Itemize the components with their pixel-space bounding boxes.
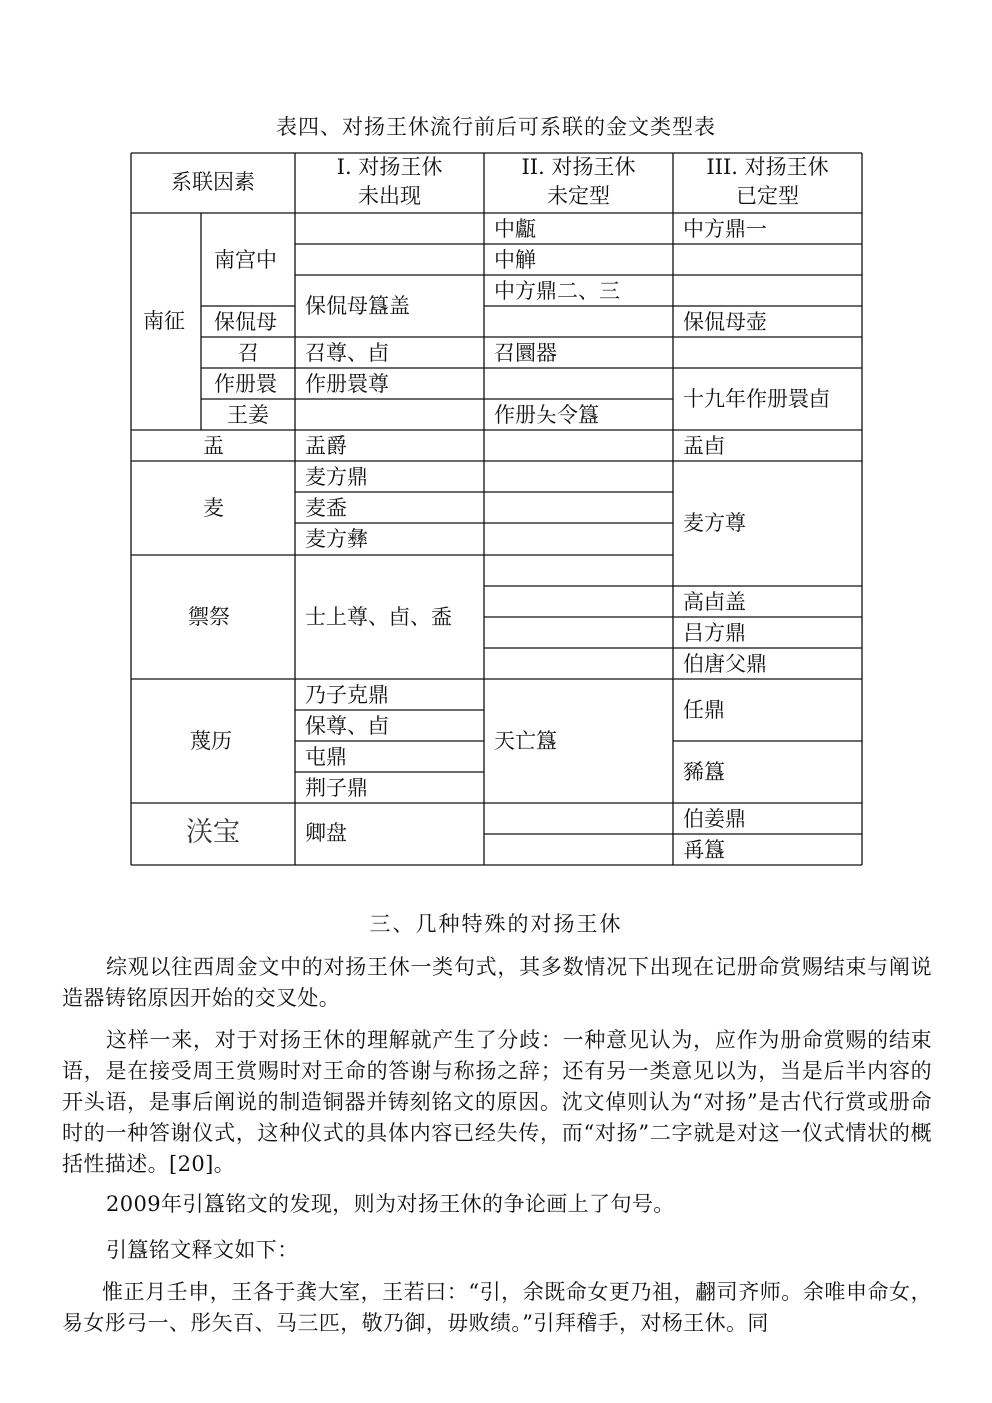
header-factor: 系联因素 (171, 170, 255, 194)
header-col3-line2: 已定型 (736, 184, 799, 208)
paragraph-5: 惟正月壬申，王各于龚大室，王若曰：“引，余既命女更乃祖，䎘司齐师。余唯申命女，易女彤弓一、彤矢百、马三匹，敬乃御，毋败绩。”引拜稽手，对杨王休。同 (62, 1280, 932, 1335)
cell-baokanmu-gui: 保侃母簋盖 (305, 294, 410, 318)
group-yu: 盂 (203, 434, 224, 458)
header-col1-line1: I. 对扬王休 (336, 155, 443, 179)
table-caption: 表四、对扬王休流行前后可系联的金文类型表 (276, 115, 716, 139)
paragraph-3: 2009年引簋铭文的发现，则为对扬王休的争论画上了句号。 (106, 1192, 675, 1216)
header-col1 (295, 153, 484, 211)
paragraph-2: 这样一来，对于对扬王休的理解就产生了分歧：一种意见认为，应作为册命赏赐的结束语，是在接受周王赏赐时对王命的答谢与称扬之辞；还有另一类意见以为，当是后半内容的开头语，是事后阐说的制造铜器并铸刻铭文的原因。沈文倬则认为“对扬”是古代行赏或册命时的一种答谢仪式，这种仪式的具体内容已经失传，而“对扬”二字就是对这一仪式情状的概括性描述。[20]。 (62, 1028, 932, 1176)
cell-qingpan: 卿盘 (305, 821, 347, 845)
group-baokanmu: 保侃母 (214, 310, 277, 334)
group-zhao: 召 (238, 341, 259, 365)
cell-zuoce-zun: 作册睘尊 (305, 372, 389, 396)
cell-zhongfang23: 中方鼎二、三 (494, 279, 620, 303)
cell-botang: 伯唐父鼎 (683, 652, 767, 676)
header-col2-line1: II. 对扬王休 (521, 155, 636, 179)
cell-zhongfang1: 中方鼎一 (683, 217, 767, 241)
cell-mai-he: 麦盉 (305, 496, 347, 520)
cell-xigui: 豨簋 (683, 760, 725, 784)
cell-bao: 保尊、卣 (305, 714, 389, 738)
cell-lvfang: 吕方鼎 (683, 621, 746, 645)
group-nangongzhong: 南宫中 (214, 248, 277, 272)
cell-jingzi: 荆子鼎 (305, 776, 368, 800)
cell-tianwang: 天亡簋 (494, 729, 557, 753)
group-mai: 麦 (203, 496, 224, 520)
cell-zhao-zun: 召尊、卣 (305, 341, 389, 365)
cell-naizi: 乃子克鼎 (305, 683, 389, 707)
group-zuocehuan: 作册睘 (214, 372, 277, 396)
group-wangjiang: 王姜 (227, 403, 269, 427)
paragraph-4: 引簋铭文释文如下： (106, 1238, 299, 1262)
cell-gaoyou: 高卣盖 (683, 590, 746, 614)
group-jiji: 禦祭 (188, 605, 230, 629)
cell-zuoceshiling: 作册夨令簋 (494, 403, 599, 427)
paragraph-1: 综观以往西周金文中的对扬王休一类句式，其多数情况下出现在记册命赏赐结束与阐说造器铸铭原因开始的交叉处。 (62, 955, 932, 1010)
header-col3-line1: III. 对扬王休 (706, 155, 829, 179)
group-mieshi: 浂宝 (186, 817, 240, 848)
section-title: 三、几种特殊的对扬王休 (369, 912, 623, 936)
cell-zhongzhi: 中觯 (494, 248, 536, 272)
header-col2 (484, 153, 673, 211)
cell-yu-jue: 盂爵 (305, 434, 347, 458)
cell-zhongyan: 中甗 (494, 217, 536, 241)
cell-yu-you: 盂卣 (683, 434, 725, 458)
cell-bojiang: 伯姜鼎 (683, 807, 746, 831)
header-col3 (673, 153, 862, 211)
cell-shijiunian: 十九年作册睘卣 (683, 387, 830, 411)
cell-mai-ding: 麦方鼎 (305, 465, 368, 489)
group-nanzheng: 南征 (143, 309, 185, 333)
cell-mai-zun: 麦方尊 (683, 511, 746, 535)
cell-shishang: 士上尊、卣、盉 (305, 605, 452, 629)
header-col1-line2: 未出现 (358, 184, 421, 208)
cell-mai-yi: 麦方彝 (305, 527, 368, 551)
cell-chenggui: 爯簋 (683, 838, 725, 862)
cell-tun: 屯鼎 (305, 745, 347, 769)
cell-baokanmu-hu: 保侃母壶 (683, 310, 767, 334)
cell-renmding: 任鼎 (683, 698, 725, 722)
header-col2-line2: 未定型 (547, 184, 610, 208)
cell-zhaoyuan: 召圜器 (494, 341, 557, 365)
group-mieli: 蔑历 (190, 729, 232, 753)
